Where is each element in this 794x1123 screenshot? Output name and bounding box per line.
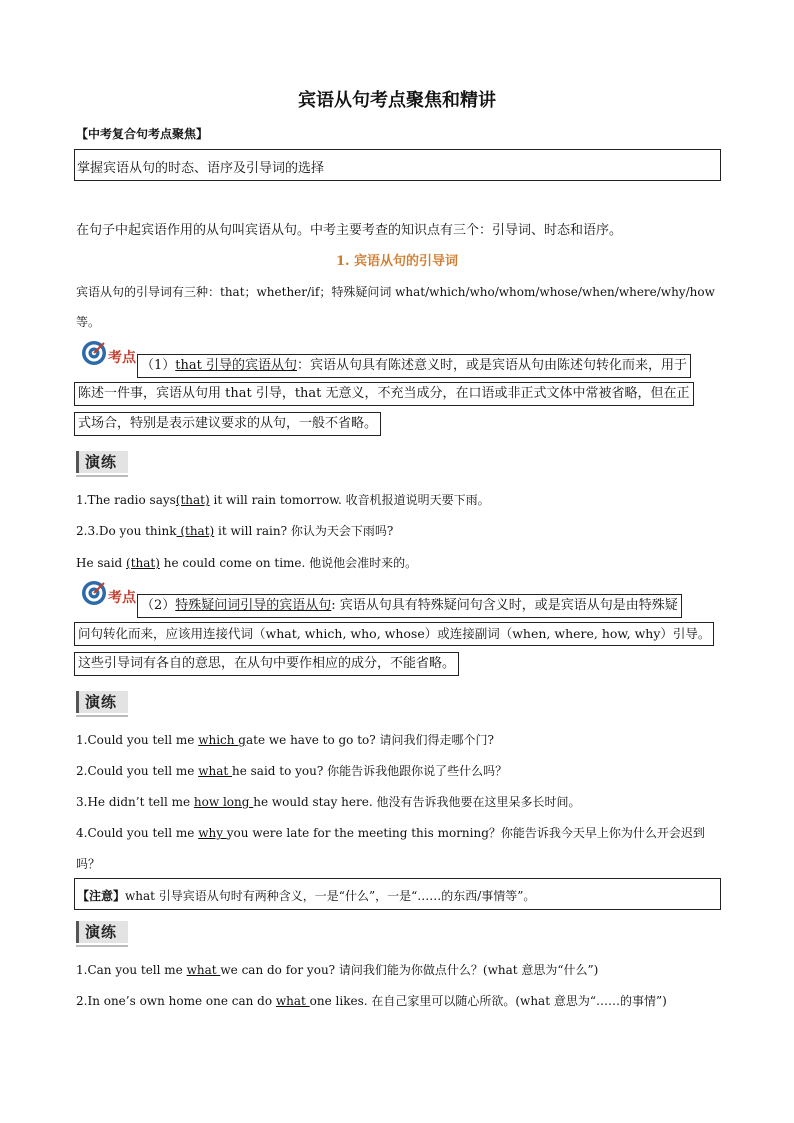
answer-blank: which g xyxy=(198,733,246,747)
practice-label-3: 演练 xyxy=(76,921,128,943)
point1-line-1-text: ：宾语从句具有陈述意义时，或是宾语从句由陈述句转化而来，用于 xyxy=(297,358,688,373)
practice-label-1: 演练 xyxy=(76,451,128,473)
point1-title: that 引导的宾语从句 xyxy=(175,358,297,373)
focus-box-text: 掌握宾语从句的时态、语序及引导词的选择 xyxy=(77,161,325,176)
focus-box xyxy=(74,149,721,181)
practice2-item-4-cont: 吗？ xyxy=(76,857,101,871)
answer-blank: what xyxy=(186,963,221,977)
section-heading: 【中考复合句考点聚焦】 xyxy=(76,127,209,141)
practice3-item-1 xyxy=(76,961,598,978)
practice-label-2: 演练 xyxy=(76,691,128,713)
sentence-text: it will rain tomorrow. 收音机报道说明天要下雨。 xyxy=(209,493,490,507)
sentence-text: ate we have to go to? 请问我们得走哪个门? xyxy=(245,733,494,747)
sentence-text: 2.In one’s own home one can do xyxy=(76,994,276,1008)
point2-number: （2） xyxy=(141,598,176,613)
connectors-line-2: 等。 xyxy=(76,315,101,329)
point1-line-3: 式场合，特别是表示建议要求的从句，一般不省略。 xyxy=(74,412,381,436)
sentence-text: he could come on time. 他说他会准时来的。 xyxy=(159,556,418,570)
answer-blank: (that) xyxy=(126,556,160,570)
sentence-text: we can do for you? 请问我们能为你做点什么？(what 意思为“什么”) xyxy=(220,963,599,977)
sentence-text: 1.Could you tell me xyxy=(76,733,199,747)
sentence-text: you were late for the meeting this morning？你能告诉我今天早上你为什么开会迟到 xyxy=(226,826,705,840)
kaodian-label: 考点 xyxy=(108,350,136,366)
point2-title: 特殊疑问词引导的宾语从句 xyxy=(175,598,332,613)
practice3-item-2 xyxy=(76,992,667,1009)
kaodian-label: 考点 xyxy=(108,590,136,606)
note-label: 【注意】 xyxy=(77,889,126,903)
point1-line-1 xyxy=(137,354,691,378)
sentence-text: he would stay here. 他没有告诉我他要在这里呆多长时间。 xyxy=(253,795,581,809)
sentence-text: 1.The radio says xyxy=(76,493,176,507)
intro-paragraph: 在句子中起宾语作用的从句叫宾语从句。中考主要考查的知识点有三个：引导词、时态和语序。 xyxy=(76,223,623,238)
sentence-text: 2.3.Do you think xyxy=(76,524,177,538)
practice1-item-2 xyxy=(76,522,393,539)
note-text xyxy=(77,887,535,904)
sentence-text: he said to you? 你能告诉我他跟你说了些什么吗？ xyxy=(231,764,508,778)
point2-line-1 xyxy=(137,594,682,618)
practice2-item-2 xyxy=(76,762,507,779)
note-body: what 引导宾语从句时有两种含义，一是“什么”，一是“……的东西/事情等”。 xyxy=(125,889,536,903)
answer-blank: (that) xyxy=(175,493,210,507)
answer-blank: what xyxy=(275,994,310,1008)
sentence-text: 3.He didn’t tell me xyxy=(76,795,194,809)
point1-line-2: 陈述一件事，宾语从句用 that 引导，that 无意义，不充当成分，在口语或非正式文体中常被省略，但在正 xyxy=(74,382,694,406)
target-icon xyxy=(80,339,108,367)
point1-number: （1） xyxy=(141,358,176,373)
point2-line-2: 问句转化而来，应该用连接代词（what, which, who, whose）或连接副词（when, where, how, why）引导。 xyxy=(74,622,714,646)
sentence-text: one likes. 在自己家里可以随心所欲。(what 意思为“……的事情”) xyxy=(309,994,667,1008)
answer-blank: why xyxy=(198,826,227,840)
note-box xyxy=(74,878,721,910)
page-title: 宾语从句考点聚焦和精讲 xyxy=(298,90,496,111)
answer-blank: what xyxy=(198,764,232,778)
answer-blank: how long xyxy=(193,795,254,809)
sub-heading: 1. 宾语从句的引导词 xyxy=(335,254,459,269)
sentence-text: 4.Could you tell me xyxy=(76,826,199,840)
practice2-item-3 xyxy=(76,793,580,810)
point2-line-3: 这些引导词有各自的意思，在从句中要作相应的成分，不能省略。 xyxy=(74,652,459,676)
sentence-text: 2.Could you tell me xyxy=(76,764,199,778)
practice2-item-1 xyxy=(76,731,494,748)
target-icon xyxy=(80,579,108,607)
practice1-item-3 xyxy=(76,554,417,571)
connectors-line-1: 宾语从句的引导词有三种：that；whether/if；特殊疑问词 what/which/who/whom/whose/when/where/why/how xyxy=(76,285,715,299)
sentence-text: He said xyxy=(76,556,127,570)
practice1-item-1 xyxy=(76,491,490,508)
sentence-text: 1.Can you tell me xyxy=(76,963,187,977)
sentence-text: it will rain? 你认为天会下雨吗? xyxy=(214,524,394,538)
point2-line-1-text: : 宾语从句具有特殊疑问句含义时，或是宾语从句是由特殊疑 xyxy=(331,598,678,613)
answer-blank: (that) xyxy=(176,524,215,538)
practice2-item-4 xyxy=(76,824,705,841)
